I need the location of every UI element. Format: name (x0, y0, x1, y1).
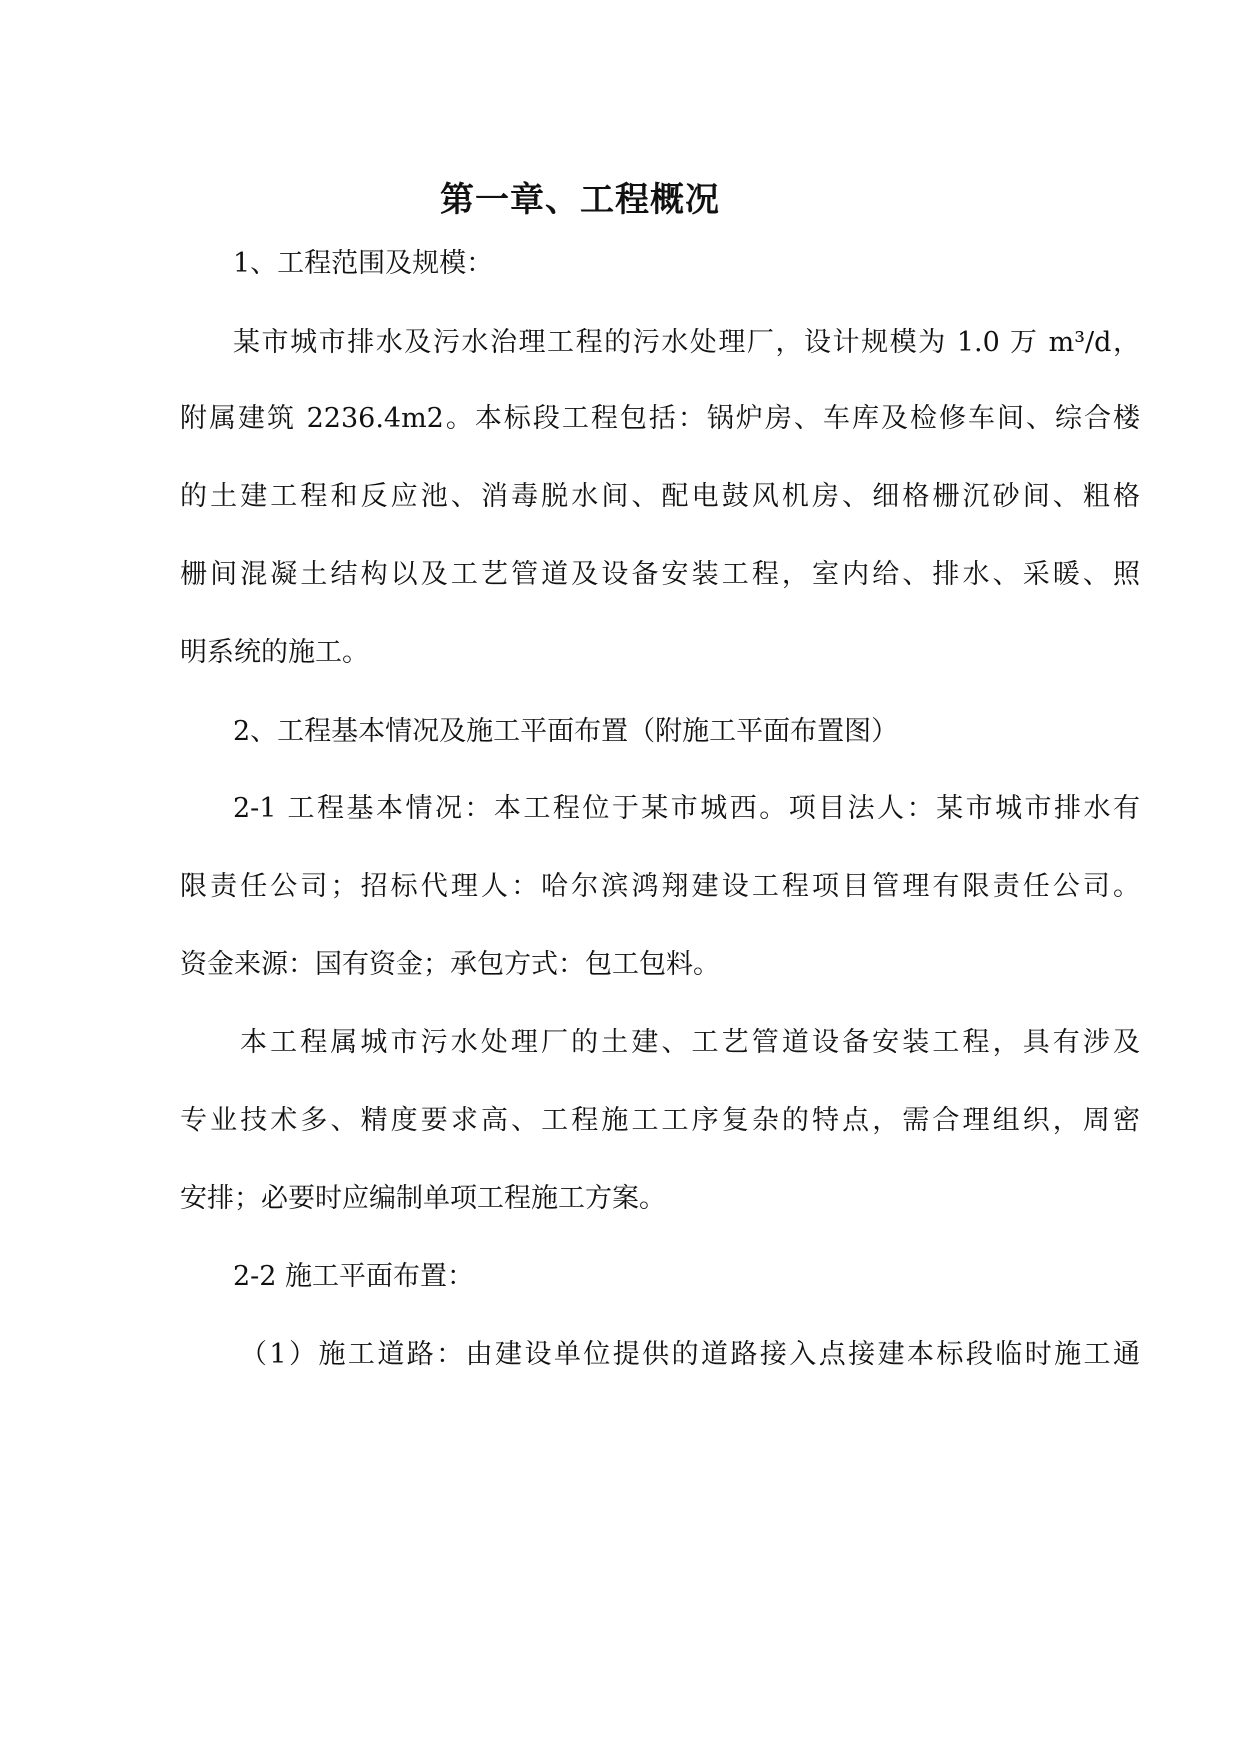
paragraph-line: 本工程属城市污水处理厂的土建、工艺管道设备安装工程，具有涉及 (240, 1027, 1140, 1058)
paragraph-line: 2-1 工程基本情况：本工程位于某市城西。项目法人：某市城市排水有 (233, 793, 1140, 824)
paragraph-line: 安排；必要时应编制单项工程施工方案。 (180, 1183, 666, 1214)
paragraph-line: 明系统的施工。 (180, 637, 369, 668)
paragraph-line: 的土建工程和反应池、消毒脱水间、配电鼓风机房、细格栅沉砂间、粗格 (180, 481, 1140, 512)
paragraph-line: （1）施工道路：由建设单位提供的道路接入点接建本标段临时施工通 (240, 1339, 1140, 1370)
paragraph-line: 附属建筑 2236.4m2。本标段工程包括：锅炉房、车库及检修车间、综合楼 (180, 403, 1140, 434)
paragraph-line: 资金来源：国有资金；承包方式：包工包料。 (180, 949, 720, 980)
section-heading-2: 2、工程基本情况及施工平面布置（附施工平面布置图） (233, 716, 899, 747)
paragraph-line: 栅间混凝土结构以及工艺管道及设备安装工程，室内给、排水、采暖、照 (180, 559, 1140, 590)
paragraph-line: 某市城市排水及污水治理工程的污水处理厂，设计规模为 1.0 万 m³/d， (233, 327, 1140, 358)
subsection-heading: 2-2 施工平面布置： (233, 1261, 475, 1292)
paragraph-line: 专业技术多、精度要求高、工程施工工序复杂的特点，需合理组织，周密 (180, 1105, 1140, 1136)
chapter-title: 第一章、工程概况 (440, 180, 720, 220)
section-heading-1: 1、工程范围及规模： (233, 248, 494, 279)
paragraph-line: 限责任公司；招标代理人：哈尔滨鸿翔建设工程项目管理有限责任公司。 (180, 871, 1140, 902)
